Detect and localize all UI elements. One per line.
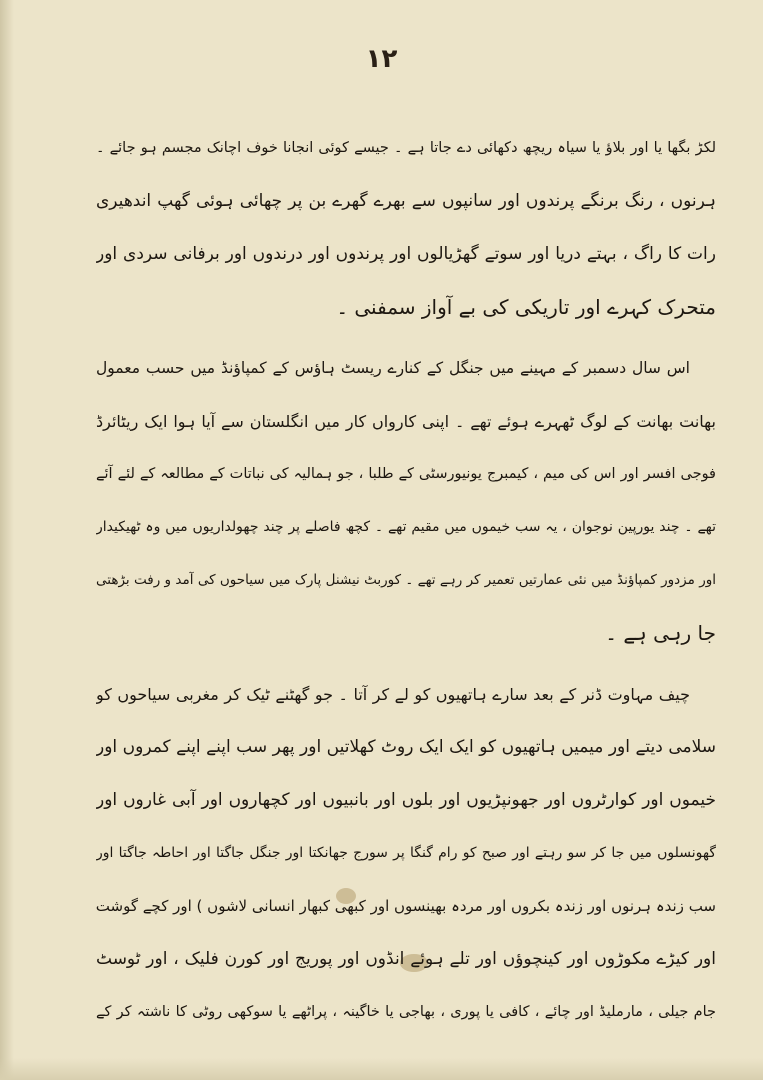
text-line: جا رہی ہے ۔ [605, 621, 716, 645]
text-line: ہرنوں ، رنگ برنگے پرندوں اور سانپوں سے بھرے گھرے بن پر چھائی ہوئی گھپ اندھیری [96, 191, 716, 211]
text-line: لکڑ بگھا یا اور بلاؤ یا سیاہ ریچھ دکھائی دے جاتا ہے ۔ جیسے کوئی انجانا خوف اچانک مجسم ہو جائے ۔ [96, 140, 716, 156]
paragraph-gap [96, 334, 716, 342]
text-line: سب زندہ ہرنوں اور زندہ بکروں اور مردہ بھینسوں اور کبھی کبھار انسانی لاشوں ) اور کچے گوشت [96, 897, 716, 915]
text-line: رات کا راگ ، بہتے دریا اور سوتے گھڑیالوں اور پرندوں اور درندوں اور برفانی سردی اور [96, 244, 716, 264]
page-number: ۱۲ [365, 44, 398, 74]
page-edge-shadow [0, 0, 14, 1080]
text-line: جام جیلی ، مارملیڈ اور چائے ، کافی یا پوری ، بھاجی یا خاگینہ ، پراٹھے یا سوکھی روٹی کا ناشتہ کر کے [96, 1004, 716, 1020]
text-line: سلامی دیتے اور میمیں ہاتھیوں کو ایک ایک روٹ کھلاتیں اور پھر سب اپنے اپنے کمروں اور [96, 737, 716, 757]
text-line: فوجی افسر اور اس کی میم ، کیمبرج یونیورسٹی کے طلبا ، جو ہمالیہ کی نباتات کے مطالعہ کے لئے آئے [96, 466, 716, 482]
text-line: خیموں اور کوارٹروں اور جھونپڑیوں اور بلوں اور بانبیوں اور کچھاروں اور آبی غاروں اور [96, 790, 716, 810]
text-line: متحرک کہرے اور تاریکی کی بے آواز سمفنی ۔ [336, 295, 716, 319]
text-line: اور کیڑے مکوڑوں اور کینچوؤں اور تلے ہوئے انڈوں اور پوریج اور کورن فلیک ، اور ٹوسٹ [96, 949, 716, 969]
paragraph-gap [96, 660, 716, 668]
page-bottom-shadow [0, 1058, 763, 1080]
text-line: تھے ۔ چند یورپین نوجوان ، یہ سب خیموں میں مقیم تھے ۔ کچھ فاصلے پر چند چھولداریوں میں وہ ٹھیکیدار [96, 519, 716, 535]
text-line: گھونسلوں میں جا کر سو رہتے اور صبح کو رام گنگا پر سورج جھانکتا اور جنگل جاگتا اور احاطہ جاگتا اور [96, 845, 716, 861]
text-line: اس سال دسمبر کے مہینے میں جنگل کے کنارے ریسٹ ہاؤس کے کمپاؤنڈ میں حسب معمول [96, 359, 690, 377]
text-line: چیف مہاوت ڈنر کے بعد سارے ہاتھیوں کو لے کر آتا ۔ جو گھٹنے ٹیک کر مغربی سیاحوں کو [96, 685, 690, 704]
text-line: بھانت بھانت کے لوگ ٹھہرے ہوئے تھے ۔ اپنی کارواں کار میں انگلستان سے آیا ہوا ایک ریٹائرڈ [96, 412, 716, 431]
page-text [96, 122, 716, 1039]
text-line: اور مزدور کمپاؤنڈ میں نئی عمارتیں تعمیر کر رہے تھے ۔ کوربٹ نیشنل پارک میں سیاحوں کی آمد و رفت بڑھتی [96, 572, 716, 588]
